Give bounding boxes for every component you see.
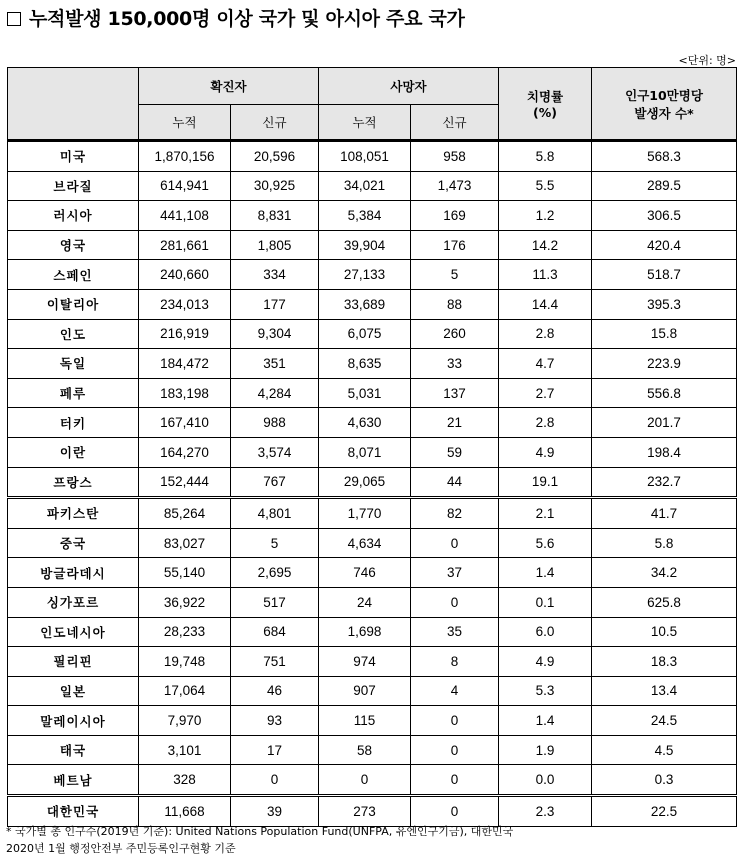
cell-per100k: 10.5	[592, 617, 737, 647]
cell-conf-cum: 614,941	[139, 171, 231, 201]
table-row	[8, 558, 737, 588]
cell-per100k: 223.9	[592, 349, 737, 379]
cell-conf-cum: 7,970	[139, 706, 231, 736]
country-cell: 미국	[8, 141, 139, 172]
country-cell: 터키	[8, 408, 139, 438]
cell-conf-cum: 281,661	[139, 230, 231, 260]
cell-per100k: 201.7	[592, 408, 737, 438]
country-cell: 프랑스	[8, 467, 139, 498]
cell-conf-new: 751	[231, 647, 319, 677]
cell-cfr: 6.0	[499, 617, 592, 647]
cell-cfr: 1.9	[499, 735, 592, 765]
cell-death-cum: 0	[319, 765, 411, 796]
cell-death-new: 33	[411, 349, 499, 379]
cell-cfr: 1.2	[499, 201, 592, 231]
country-cell: 대한민국	[8, 796, 139, 827]
country-cell: 이란	[8, 437, 139, 467]
cell-conf-new: 3,574	[231, 437, 319, 467]
cell-conf-cum: 183,198	[139, 378, 231, 408]
cell-conf-cum: 28,233	[139, 617, 231, 647]
country-cell: 스페인	[8, 260, 139, 290]
cell-cfr: 1.4	[499, 706, 592, 736]
cell-conf-cum: 11,668	[139, 796, 231, 827]
table-row	[8, 617, 737, 647]
cell-death-cum: 6,075	[319, 319, 411, 349]
cell-death-cum: 8,071	[319, 437, 411, 467]
cell-per100k: 5.8	[592, 528, 737, 558]
table-row	[8, 437, 737, 467]
cell-death-new: 35	[411, 617, 499, 647]
table-row	[8, 260, 737, 290]
country-cell: 중국	[8, 528, 139, 558]
cell-conf-new: 517	[231, 587, 319, 617]
cell-conf-new: 17	[231, 735, 319, 765]
cell-cfr: 4.7	[499, 349, 592, 379]
cell-cfr: 2.7	[499, 378, 592, 408]
cell-cfr: 1.4	[499, 558, 592, 588]
cell-conf-cum: 328	[139, 765, 231, 796]
cell-conf-cum: 441,108	[139, 201, 231, 231]
cell-death-new: 0	[411, 587, 499, 617]
country-cell: 인도	[8, 319, 139, 349]
cell-death-new: 21	[411, 408, 499, 438]
cell-conf-cum: 3,101	[139, 735, 231, 765]
cell-cfr: 14.2	[499, 230, 592, 260]
cell-death-new: 1,473	[411, 171, 499, 201]
cell-conf-new: 988	[231, 408, 319, 438]
cell-per100k: 18.3	[592, 647, 737, 677]
cell-cfr: 19.1	[499, 467, 592, 498]
header-per100k-line1: 인구10만명당	[625, 87, 703, 103]
table-row	[8, 528, 737, 558]
cell-conf-new: 4,801	[231, 498, 319, 529]
cell-cfr: 0.0	[499, 765, 592, 796]
table-row	[8, 230, 737, 260]
cell-conf-cum: 152,444	[139, 467, 231, 498]
cell-conf-new: 4,284	[231, 378, 319, 408]
country-cell: 말레이시아	[8, 706, 139, 736]
table-row	[8, 467, 737, 498]
table-row	[8, 349, 737, 379]
table-row	[8, 289, 737, 319]
header-deaths-new: 신규	[411, 105, 499, 141]
cell-death-cum: 24	[319, 587, 411, 617]
table-row	[8, 735, 737, 765]
country-cell: 싱가포르	[8, 587, 139, 617]
cell-conf-cum: 19,748	[139, 647, 231, 677]
cell-death-cum: 108,051	[319, 141, 411, 172]
cell-conf-cum: 1,870,156	[139, 141, 231, 172]
cell-cfr: 2.1	[499, 498, 592, 529]
cell-death-new: 260	[411, 319, 499, 349]
country-cell: 태국	[8, 735, 139, 765]
cell-death-cum: 5,384	[319, 201, 411, 231]
cell-conf-cum: 167,410	[139, 408, 231, 438]
country-cell: 독일	[8, 349, 139, 379]
country-cell: 이탈리아	[8, 289, 139, 319]
cell-conf-cum: 36,922	[139, 587, 231, 617]
cell-cfr: 5.8	[499, 141, 592, 172]
cell-conf-new: 177	[231, 289, 319, 319]
cell-conf-cum: 216,919	[139, 319, 231, 349]
cell-conf-new: 9,304	[231, 319, 319, 349]
page-title-text: 누적발생 150,000명 이상 국가 및 아시아 주요 국가	[29, 8, 465, 30]
cell-death-new: 958	[411, 141, 499, 172]
cell-per100k: 568.3	[592, 141, 737, 172]
table-row	[8, 587, 737, 617]
cell-death-cum: 4,630	[319, 408, 411, 438]
cell-death-cum: 4,634	[319, 528, 411, 558]
table-row	[8, 647, 737, 677]
cell-conf-new: 351	[231, 349, 319, 379]
cell-death-new: 59	[411, 437, 499, 467]
cell-cfr: 2.3	[499, 796, 592, 827]
cell-death-new: 37	[411, 558, 499, 588]
country-cell: 방글라데시	[8, 558, 139, 588]
cell-per100k: 13.4	[592, 676, 737, 706]
cell-death-cum: 33,689	[319, 289, 411, 319]
cell-death-cum: 1,698	[319, 617, 411, 647]
country-cell: 파키스탄	[8, 498, 139, 529]
header-deaths-cumulative: 누적	[319, 105, 411, 141]
country-cell: 필리핀	[8, 647, 139, 677]
cell-cfr: 5.5	[499, 171, 592, 201]
country-cell: 영국	[8, 230, 139, 260]
cell-cfr: 5.3	[499, 676, 592, 706]
header-per100k-line2: 발생자 수*	[634, 105, 694, 121]
cell-conf-cum: 240,660	[139, 260, 231, 290]
cell-death-cum: 5,031	[319, 378, 411, 408]
cell-cfr: 2.8	[499, 319, 592, 349]
cell-cfr: 14.4	[499, 289, 592, 319]
cell-conf-new: 30,925	[231, 171, 319, 201]
cell-per100k: 518.7	[592, 260, 737, 290]
cell-death-new: 82	[411, 498, 499, 529]
header-fatality-unit: (%)	[533, 105, 557, 120]
table-row	[8, 378, 737, 408]
cell-conf-cum: 164,270	[139, 437, 231, 467]
cell-cfr: 2.8	[499, 408, 592, 438]
cell-death-new: 88	[411, 289, 499, 319]
cell-death-cum: 1,770	[319, 498, 411, 529]
cell-cfr: 11.3	[499, 260, 592, 290]
header-confirmed-new: 신규	[231, 105, 319, 141]
checkbox-square-icon	[7, 12, 21, 26]
cell-death-cum: 39,904	[319, 230, 411, 260]
cell-conf-cum: 83,027	[139, 528, 231, 558]
cell-death-new: 5	[411, 260, 499, 290]
cell-cfr: 0.1	[499, 587, 592, 617]
cell-per100k: 556.8	[592, 378, 737, 408]
header-confirmed: 확진자	[139, 68, 319, 105]
table-row	[8, 141, 737, 172]
table-row	[8, 796, 737, 827]
cell-death-new: 8	[411, 647, 499, 677]
cell-per100k: 22.5	[592, 796, 737, 827]
country-cell: 브라질	[8, 171, 139, 201]
cell-death-new: 176	[411, 230, 499, 260]
cell-death-new: 169	[411, 201, 499, 231]
cell-conf-new: 39	[231, 796, 319, 827]
cell-conf-new: 93	[231, 706, 319, 736]
cell-death-cum: 27,133	[319, 260, 411, 290]
cell-conf-cum: 234,013	[139, 289, 231, 319]
cell-conf-new: 8,831	[231, 201, 319, 231]
cell-conf-new: 684	[231, 617, 319, 647]
cell-death-new: 137	[411, 378, 499, 408]
cell-conf-cum: 85,264	[139, 498, 231, 529]
country-cell: 러시아	[8, 201, 139, 231]
cell-death-new: 0	[411, 706, 499, 736]
table-row	[8, 676, 737, 706]
cell-death-cum: 8,635	[319, 349, 411, 379]
country-cell: 베트남	[8, 765, 139, 796]
table-row	[8, 498, 737, 529]
header-country	[8, 68, 139, 141]
cell-per100k: 625.8	[592, 587, 737, 617]
country-cell: 인도네시아	[8, 617, 139, 647]
cell-per100k: 4.5	[592, 735, 737, 765]
cell-conf-new: 46	[231, 676, 319, 706]
table-row	[8, 706, 737, 736]
cell-per100k: 41.7	[592, 498, 737, 529]
cell-per100k: 232.7	[592, 467, 737, 498]
cell-death-new: 0	[411, 735, 499, 765]
covid-stats-table	[7, 67, 737, 827]
cell-per100k: 0.3	[592, 765, 737, 796]
header-deaths: 사망자	[319, 68, 499, 105]
footnote-line1: * 국가별 총 인구수(2019년 기준): United Nations Population Fund(UNFPA, 유엔인구기금), 대한민국	[6, 825, 514, 838]
cell-conf-new: 20,596	[231, 141, 319, 172]
cell-death-cum: 29,065	[319, 467, 411, 498]
cell-conf-new: 1,805	[231, 230, 319, 260]
cell-death-cum: 34,021	[319, 171, 411, 201]
cell-per100k: 395.3	[592, 289, 737, 319]
cell-death-new: 4	[411, 676, 499, 706]
page-title	[7, 4, 465, 31]
cell-death-cum: 58	[319, 735, 411, 765]
cell-per100k: 15.8	[592, 319, 737, 349]
cell-conf-cum: 17,064	[139, 676, 231, 706]
header-fatality-label: 치명률	[526, 89, 564, 104]
footnote-line2: 2020년 1월 행정안전부 주민등록인구현황 기준	[6, 842, 236, 855]
table-row	[8, 201, 737, 231]
cell-conf-cum: 55,140	[139, 558, 231, 588]
header-per100k	[592, 68, 737, 141]
cell-conf-new: 334	[231, 260, 319, 290]
table-row	[8, 319, 737, 349]
cell-death-new: 44	[411, 467, 499, 498]
cell-per100k: 306.5	[592, 201, 737, 231]
cell-per100k: 34.2	[592, 558, 737, 588]
header-confirmed-cumulative: 누적	[139, 105, 231, 141]
cell-death-new: 0	[411, 796, 499, 827]
country-cell: 일본	[8, 676, 139, 706]
cell-per100k: 24.5	[592, 706, 737, 736]
cell-death-cum: 907	[319, 676, 411, 706]
cell-per100k: 289.5	[592, 171, 737, 201]
unit-label: <단위: 명>	[678, 54, 736, 67]
cell-cfr: 5.6	[499, 528, 592, 558]
table-row	[8, 408, 737, 438]
cell-death-cum: 974	[319, 647, 411, 677]
cell-conf-new: 5	[231, 528, 319, 558]
cell-conf-cum: 184,472	[139, 349, 231, 379]
cell-death-new: 0	[411, 765, 499, 796]
cell-death-cum: 115	[319, 706, 411, 736]
cell-death-new: 0	[411, 528, 499, 558]
cell-death-cum: 273	[319, 796, 411, 827]
table-row	[8, 765, 737, 796]
cell-per100k: 198.4	[592, 437, 737, 467]
cell-cfr: 4.9	[499, 437, 592, 467]
cell-per100k: 420.4	[592, 230, 737, 260]
cell-cfr: 4.9	[499, 647, 592, 677]
country-cell: 페루	[8, 378, 139, 408]
cell-death-cum: 746	[319, 558, 411, 588]
cell-conf-new: 0	[231, 765, 319, 796]
table-row	[8, 171, 737, 201]
header-fatality	[499, 68, 592, 141]
cell-conf-new: 767	[231, 467, 319, 498]
table-body	[8, 141, 737, 827]
cell-conf-new: 2,695	[231, 558, 319, 588]
